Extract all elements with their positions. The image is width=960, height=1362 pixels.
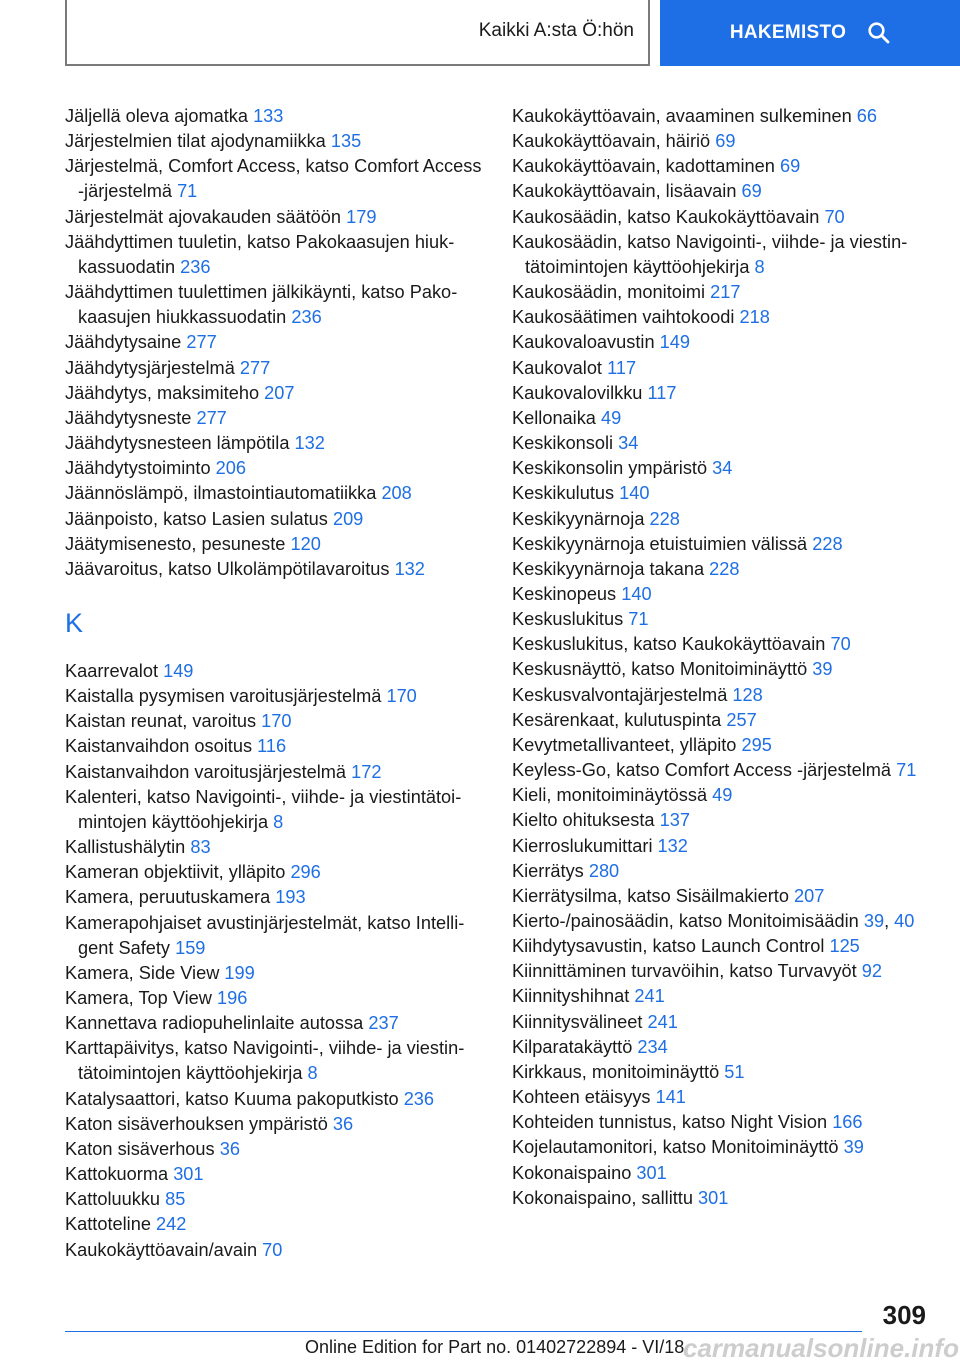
page-reference-link[interactable]: 140 bbox=[619, 483, 650, 504]
page-reference-link[interactable]: 241 bbox=[647, 1011, 678, 1032]
page-reference-link[interactable]: 236 bbox=[180, 256, 211, 277]
index-entry-text: Keyless-Go, katso Comfort Access -järjestelmä bbox=[512, 760, 892, 781]
index-entry bbox=[512, 758, 942, 783]
page-reference-link[interactable]: 242 bbox=[156, 1214, 187, 1235]
page-reference-link[interactable]: 132 bbox=[394, 558, 425, 579]
index-entry-text: Kielto ohituksesta bbox=[512, 810, 655, 831]
index-entry-text: Kohteiden tunnistus, katso Night Vision bbox=[512, 1112, 828, 1133]
index-entry bbox=[512, 330, 942, 355]
index-entry-text: Karttapäivitys, katso Navigointi-, viihde- ja viestintätoimintojen käyttöohjekirja bbox=[65, 1038, 465, 1084]
index-entry bbox=[512, 305, 942, 330]
page-reference-link[interactable]: 199 bbox=[224, 962, 255, 983]
index-entry-text: Kallistushälytin bbox=[65, 837, 186, 858]
index-entry bbox=[65, 330, 485, 355]
index-entry-text: Keskuslukitus bbox=[512, 609, 624, 630]
page-reference-link[interactable]: 8 bbox=[307, 1063, 318, 1084]
index-entry bbox=[512, 884, 942, 909]
index-entry-text: Kiihdytysavustin, katso Launch Control bbox=[512, 936, 825, 957]
index-entry bbox=[512, 129, 942, 154]
page-reference-link[interactable]: 218 bbox=[739, 307, 770, 328]
index-entry bbox=[65, 760, 485, 785]
page-reference-link[interactable]: 137 bbox=[659, 810, 690, 831]
index-entry bbox=[65, 659, 485, 684]
page-reference-link[interactable]: 69 bbox=[779, 156, 801, 177]
page-reference-link[interactable]: 237 bbox=[368, 1013, 399, 1034]
page-reference-link[interactable]: 8 bbox=[273, 811, 284, 832]
index-entry bbox=[512, 984, 942, 1009]
index-entry-text: Kamera, Top View bbox=[65, 988, 212, 1008]
page-reference-link[interactable]: 120 bbox=[290, 533, 321, 554]
search-icon bbox=[868, 22, 890, 44]
index-entry bbox=[512, 582, 942, 607]
page-reference-link[interactable]: 241 bbox=[634, 986, 665, 1007]
page-reference-link[interactable]: 39 bbox=[843, 1137, 864, 1158]
page-reference-link[interactable]: 36 bbox=[219, 1138, 240, 1159]
page-reference-link[interactable]: 40 bbox=[894, 911, 915, 931]
page-reference-link[interactable]: 69 bbox=[741, 181, 762, 202]
index-entry bbox=[512, 708, 942, 733]
index-entry bbox=[65, 1162, 485, 1187]
index-entry-text: Jäänpoisto, katso Lasien sulatus bbox=[65, 508, 328, 529]
index-entry-text: Kesärenkaat, kulutuspinta bbox=[512, 709, 722, 730]
index-entry bbox=[512, 783, 942, 808]
index-entry-text: Järjestelmien tilat ajodynamiikka bbox=[65, 131, 326, 152]
page-reference-link[interactable]: 125 bbox=[829, 936, 860, 957]
index-entry-text: Jäännöslämpö, ilmastointiautomatiikka bbox=[65, 483, 377, 504]
index-entry bbox=[512, 205, 942, 230]
footer-edition-text: Online Edition for Part no. 01402722894 - VI/18 bbox=[305, 1337, 685, 1357]
index-entry-text: Kaistalla pysymisen varoitusjärjestelmä bbox=[65, 686, 382, 707]
page-reference-link[interactable]: 159 bbox=[175, 937, 206, 958]
index-entry-text: Järjestelmä, Comfort Access, katso Comfort Access -järjestelmä bbox=[65, 156, 482, 202]
page-reference-link[interactable]: 149 bbox=[163, 660, 194, 681]
index-entry-text: Jäähdyttimen tuulettimen jälkikäynti, katso Pakokaasujen hiukkassuodatin bbox=[65, 282, 458, 328]
index-entry bbox=[65, 684, 485, 709]
index-entry-text: Kamerapohjaiset avustinjärjestelmät, katso Intelligent Safety bbox=[65, 912, 465, 958]
tab-index[interactable] bbox=[660, 0, 960, 66]
page-reference-link[interactable]: 170 bbox=[386, 686, 417, 707]
index-entry bbox=[65, 406, 485, 431]
index-entry-text: Kokonaispaino, sallittu bbox=[512, 1187, 693, 1208]
index-entry bbox=[65, 431, 485, 456]
page-reference-link[interactable]: 296 bbox=[290, 862, 321, 883]
index-entry-text: Kaukosäädin, katso Navigointi-, viihde- ja viestintätoimintojen käyttöohjekirja bbox=[512, 231, 908, 277]
index-entry bbox=[65, 734, 485, 759]
page-reference-link[interactable]: 140 bbox=[621, 583, 652, 604]
page-reference-link[interactable]: 277 bbox=[196, 407, 227, 428]
index-entry-text: Kirkkaus, monitoiminäyttö bbox=[512, 1061, 720, 1082]
index-entry-text: Kellonaika bbox=[512, 407, 596, 428]
index-entry-text: Kalenteri, katso Navigointi-, viihde- ja viestintätoimintojen käyttöohjekirja bbox=[65, 786, 462, 832]
index-entry-text: Kannettava radiopuhelinlaite autossa bbox=[65, 1013, 364, 1034]
index-entry bbox=[512, 230, 942, 280]
index-entry-text: Jäähdytysnesteen lämpötila bbox=[65, 433, 290, 454]
index-entry bbox=[512, 1186, 942, 1211]
index-entry-text: Jäävaroitus, katso Ulkolämpötilavaroitus bbox=[65, 558, 390, 579]
index-entry-text: Kaistan reunat, varoitus bbox=[65, 711, 257, 732]
page-reference-link[interactable]: 132 bbox=[294, 433, 325, 454]
index-entry bbox=[65, 104, 485, 129]
index-entry bbox=[65, 1187, 485, 1212]
index-entry bbox=[512, 657, 942, 682]
tab-a-to-z-label: Kaikki A:sta Ö:hön bbox=[478, 20, 634, 41]
index-entry-text: Kaukokäyttöavain, avaaminen sulkeminen bbox=[512, 106, 852, 126]
page-reference-link[interactable]: 196 bbox=[217, 988, 248, 1008]
index-entry-text: Kaukosäädin, monitoimi bbox=[512, 282, 706, 303]
index-entry bbox=[512, 154, 942, 179]
page-reference-link[interactable]: 39 bbox=[812, 659, 833, 680]
index-entry-text: Keskinopeus bbox=[512, 583, 617, 604]
page-reference-link[interactable]: 133 bbox=[253, 106, 284, 126]
index-entry bbox=[512, 356, 942, 381]
index-entry bbox=[65, 911, 485, 961]
index-entry bbox=[512, 1060, 942, 1085]
index-entry-text: Kaistanvaihdon varoitusjärjestelmä bbox=[65, 761, 347, 782]
index-entry bbox=[512, 959, 942, 984]
page-reference-link[interactable]: 49 bbox=[712, 785, 733, 806]
page-number: 309 bbox=[882, 1300, 926, 1330]
index-entry bbox=[512, 808, 942, 833]
header bbox=[0, 0, 960, 66]
index-entry-text: Katalysaattori, katso Kuuma pakoputkisto bbox=[65, 1088, 399, 1109]
page-reference-link[interactable]: 207 bbox=[794, 885, 825, 906]
index-entry-text: Kameran objektiivit, ylläpito bbox=[65, 862, 286, 883]
index-entry bbox=[512, 381, 942, 406]
index-entry bbox=[512, 1010, 942, 1035]
tab-index-label: HAKEMISTO bbox=[729, 22, 847, 43]
index-entry bbox=[65, 961, 485, 986]
index-entry-text: Keskikyynärnoja bbox=[512, 508, 645, 529]
index-entry bbox=[65, 205, 485, 230]
index-entry-text: Kaukosäätimen vaihtokoodi bbox=[512, 307, 735, 328]
index-entry bbox=[65, 860, 485, 885]
index-entry-text: Kaarrevalot bbox=[65, 660, 159, 681]
page-reference-link[interactable]: 217 bbox=[710, 282, 741, 303]
page-reference-link[interactable]: 172 bbox=[351, 761, 382, 782]
index-entry-text: Kaukokäyttöavain, lisäavain bbox=[512, 181, 737, 202]
page-reference-link[interactable]: 70 bbox=[824, 206, 845, 227]
index-entry bbox=[512, 280, 942, 305]
page-reference-link[interactable]: 208 bbox=[381, 483, 412, 504]
index-entry bbox=[512, 1035, 942, 1060]
index-entry bbox=[65, 835, 485, 860]
index-entry bbox=[512, 607, 942, 632]
index-entry-text: Järjestelmät ajovakauden säätöön bbox=[65, 206, 342, 227]
page-reference-link[interactable]: 116 bbox=[257, 736, 287, 757]
page-reference-link[interactable]: 209 bbox=[332, 508, 364, 529]
index-entry bbox=[65, 1137, 485, 1162]
index-entry bbox=[512, 104, 942, 129]
page-reference-link[interactable]: 70 bbox=[830, 634, 851, 655]
index-entry bbox=[65, 1011, 485, 1036]
page-reference-link[interactable]: 71 bbox=[628, 609, 649, 630]
page-reference-link[interactable]: 92 bbox=[861, 961, 883, 982]
index-entry bbox=[65, 1238, 485, 1263]
index-entry-text: Kiinnityshihnat bbox=[512, 986, 630, 1007]
index-entry bbox=[65, 381, 485, 406]
index-entry-text: Kojelautamonitori, katso Monitoiminäyttö bbox=[512, 1137, 839, 1158]
page-reference-link[interactable]: 228 bbox=[649, 508, 680, 529]
index-entry-text: Keskikyynärnoja etuistuimien välissä bbox=[512, 533, 808, 554]
index-entry bbox=[65, 507, 485, 532]
page-reference-link[interactable]: 236 bbox=[403, 1088, 435, 1109]
page-reference-link[interactable]: 166 bbox=[832, 1112, 863, 1133]
page-reference-link[interactable]: 66 bbox=[856, 106, 877, 126]
index-entry-text: Kaukovalot bbox=[512, 357, 602, 378]
index-entry-text: Kierto-/painosäädin, katso Monitoimisäädin bbox=[512, 911, 859, 931]
index-entry bbox=[512, 1110, 942, 1135]
index-entry-text: Keskikyynärnoja takana bbox=[512, 558, 705, 579]
page-reference-link[interactable]: 149 bbox=[659, 332, 690, 353]
page-reference-link[interactable]: 301 bbox=[636, 1162, 667, 1183]
page-reference-link[interactable]: 36 bbox=[332, 1113, 354, 1134]
index-entry-text: Kaukokäyttöavain, kadottaminen bbox=[512, 156, 775, 177]
page-reference-link[interactable]: 170 bbox=[261, 711, 292, 732]
page-reference-link[interactable]: 277 bbox=[186, 332, 217, 353]
page-reference-link[interactable]: 280 bbox=[588, 860, 620, 881]
index-entry bbox=[65, 532, 485, 557]
index-entry-text: Kierrätys bbox=[512, 860, 584, 881]
page-reference-link[interactable]: 301 bbox=[698, 1187, 729, 1208]
index-entry bbox=[65, 885, 485, 910]
page-reference-link[interactable]: 141 bbox=[655, 1087, 686, 1108]
index-entry-text: Jäljellä oleva ajomatka bbox=[65, 106, 248, 126]
index-entry-text: Keskusnäyttö, katso Monitoiminäyttö bbox=[512, 659, 808, 680]
index-entry: Kierto-/painosäädin, katso Monitoimisäädin 39, 40 bbox=[512, 911, 915, 931]
page-reference-link[interactable]: 83 bbox=[190, 837, 211, 858]
page-reference-link[interactable]: 117 bbox=[607, 357, 637, 378]
index-entry-text: Kaukovalovilkku bbox=[512, 382, 643, 403]
index-entry-text: Jäähdytysaine bbox=[65, 332, 182, 353]
index-entry bbox=[512, 934, 942, 959]
index-entry bbox=[512, 557, 942, 582]
index-entry-text: Kattoteline bbox=[65, 1214, 151, 1235]
index-entry bbox=[65, 280, 485, 330]
index-entry bbox=[512, 406, 942, 431]
index-entry bbox=[512, 1085, 942, 1110]
page-reference-link[interactable]: 85 bbox=[165, 1189, 186, 1210]
page-reference-link[interactable]: 117 bbox=[647, 382, 677, 403]
index-entry-text: Jäähdytysjärjestelmä bbox=[65, 357, 235, 378]
page-reference-link[interactable]: 135 bbox=[330, 131, 362, 152]
index-column-right bbox=[512, 104, 942, 1211]
index-entry-text: Kaukovaloavustin bbox=[512, 332, 655, 353]
index-entry bbox=[65, 230, 485, 280]
page-reference-link[interactable]: 228 bbox=[812, 533, 843, 554]
page-reference-link[interactable]: 8 bbox=[754, 256, 765, 277]
index-entry-text: Jäähdytystoiminto bbox=[65, 458, 211, 479]
index-entry-text: Jäähdytysneste bbox=[65, 407, 192, 428]
index-entry bbox=[65, 1212, 485, 1237]
page-reference-link[interactable]: 49 bbox=[600, 407, 622, 428]
index-entry-text: Keskuslukitus, katso Kaukokäyttöavain bbox=[512, 634, 826, 655]
page-reference-link[interactable]: 228 bbox=[709, 558, 740, 579]
index-entry bbox=[512, 532, 942, 557]
tab-a-to-z[interactable] bbox=[65, 0, 650, 66]
page-reference-link[interactable]: 70 bbox=[262, 1239, 283, 1260]
index-entry-text: Kilparatakäyttö bbox=[512, 1036, 633, 1057]
index-entry-text: Katon sisäverhouksen ympäristö bbox=[65, 1113, 328, 1134]
page-reference-link[interactable]: 236 bbox=[291, 307, 322, 328]
index-entry-text: Kaukokäyttöavain/avain bbox=[65, 1239, 258, 1260]
page-reference-link[interactable]: 39 bbox=[863, 911, 885, 931]
index-entry-text: Kiinnittäminen turvavöihin, katso Turvavyöt bbox=[512, 961, 857, 982]
index-entry bbox=[512, 431, 942, 456]
index-entry-text: Kaistanvaihdon osoitus bbox=[65, 736, 253, 757]
index-entry bbox=[65, 129, 485, 154]
index-entry-text: Kierroslukumittari bbox=[512, 835, 653, 856]
page-reference-link[interactable]: 69 bbox=[715, 131, 736, 152]
index-entry-text: Keskikonsolin ympäristö bbox=[512, 458, 708, 479]
index-entry bbox=[512, 632, 942, 657]
page-reference-link[interactable]: 71 bbox=[177, 181, 198, 202]
index-entry bbox=[65, 557, 485, 582]
index-entry-text: Jäähdytys, maksimiteho bbox=[65, 382, 260, 403]
page-reference-link[interactable]: 34 bbox=[618, 433, 639, 454]
index-column-left bbox=[65, 104, 485, 1263]
page-reference-link[interactable]: 234 bbox=[637, 1036, 668, 1057]
index-entry bbox=[512, 834, 942, 859]
index-entry bbox=[65, 986, 485, 1011]
index-entry bbox=[512, 859, 942, 884]
footer-divider bbox=[65, 1331, 862, 1332]
index-entry-text: Kieli, monitoiminäytössä bbox=[512, 785, 708, 806]
index-entry bbox=[65, 1036, 485, 1086]
watermark: carmanualsonline.info bbox=[683, 1333, 959, 1362]
index-entry-text: Keskusvalvontajärjestelmä bbox=[512, 684, 728, 705]
index-entry-text: Kattoluukku bbox=[65, 1189, 161, 1210]
index-entry bbox=[65, 785, 485, 835]
index-entry-text: Jäähdyttimen tuuletin, katso Pakokaasujen hiukkassuodatin bbox=[65, 231, 455, 277]
index-entry bbox=[512, 481, 942, 506]
index-entry bbox=[512, 733, 942, 758]
index-entry-text: Kamera, Side View bbox=[65, 962, 220, 983]
index-entry-text: Katon sisäverhous bbox=[65, 1138, 215, 1159]
index-entry-text: Kevytmetallivanteet, ylläpito bbox=[512, 734, 737, 755]
index-entry bbox=[65, 709, 485, 734]
page-reference-link[interactable]: 277 bbox=[239, 357, 271, 378]
section-letter: K bbox=[65, 607, 84, 638]
page-reference-link[interactable]: 295 bbox=[741, 734, 772, 755]
page-reference-link[interactable]: 132 bbox=[657, 835, 688, 856]
index-entry bbox=[65, 1087, 485, 1112]
index-entry bbox=[512, 683, 942, 708]
index-entry-text: Kamera, peruutuskamera bbox=[65, 887, 271, 908]
page-reference-link[interactable]: 179 bbox=[346, 206, 377, 227]
index-entry bbox=[512, 179, 942, 204]
page-reference-link[interactable]: 193 bbox=[275, 887, 306, 908]
page-reference-link[interactable]: 207 bbox=[264, 382, 295, 403]
page-reference-link[interactable]: 51 bbox=[724, 1061, 745, 1082]
index-entry-text: Kaukokäyttöavain, häiriö bbox=[512, 131, 711, 152]
index-entry bbox=[65, 356, 485, 381]
index-entry bbox=[512, 1135, 942, 1160]
index-entry bbox=[65, 456, 485, 481]
index-entry-text: Kohteen etäisyys bbox=[512, 1087, 651, 1108]
index-entry-text: Kaukosäädin, katso Kaukokäyttöavain bbox=[512, 206, 820, 227]
index-entry bbox=[512, 1161, 942, 1186]
page-reference-link[interactable]: 206 bbox=[215, 458, 246, 479]
page-reference-link[interactable]: 128 bbox=[732, 684, 763, 705]
index-entry bbox=[512, 507, 942, 532]
index-entry-text: Kokonaispaino bbox=[512, 1162, 632, 1183]
index-entry-text: Kiinnitysvälineet bbox=[512, 1011, 643, 1032]
index-entry bbox=[65, 481, 485, 506]
index-entry-text: Keskikonsoli bbox=[512, 433, 614, 454]
index-entry-text: Keskikulutus bbox=[512, 483, 615, 504]
page-reference-link[interactable]: 257 bbox=[726, 709, 757, 730]
index-entry-text: Kierrätysilma, katso Sisäilmakierto bbox=[512, 885, 789, 906]
page-reference-link[interactable]: 34 bbox=[712, 458, 733, 479]
page-reference-link[interactable]: 71 bbox=[896, 760, 917, 781]
index-entry-text: Kattokuorma bbox=[65, 1164, 169, 1185]
index-entry-text: Jäätymisenesto, pesuneste bbox=[65, 533, 286, 554]
index-entry bbox=[65, 154, 485, 204]
index-entry bbox=[65, 1112, 485, 1137]
page-reference-link[interactable]: 301 bbox=[173, 1164, 204, 1185]
index-entry bbox=[512, 456, 942, 481]
